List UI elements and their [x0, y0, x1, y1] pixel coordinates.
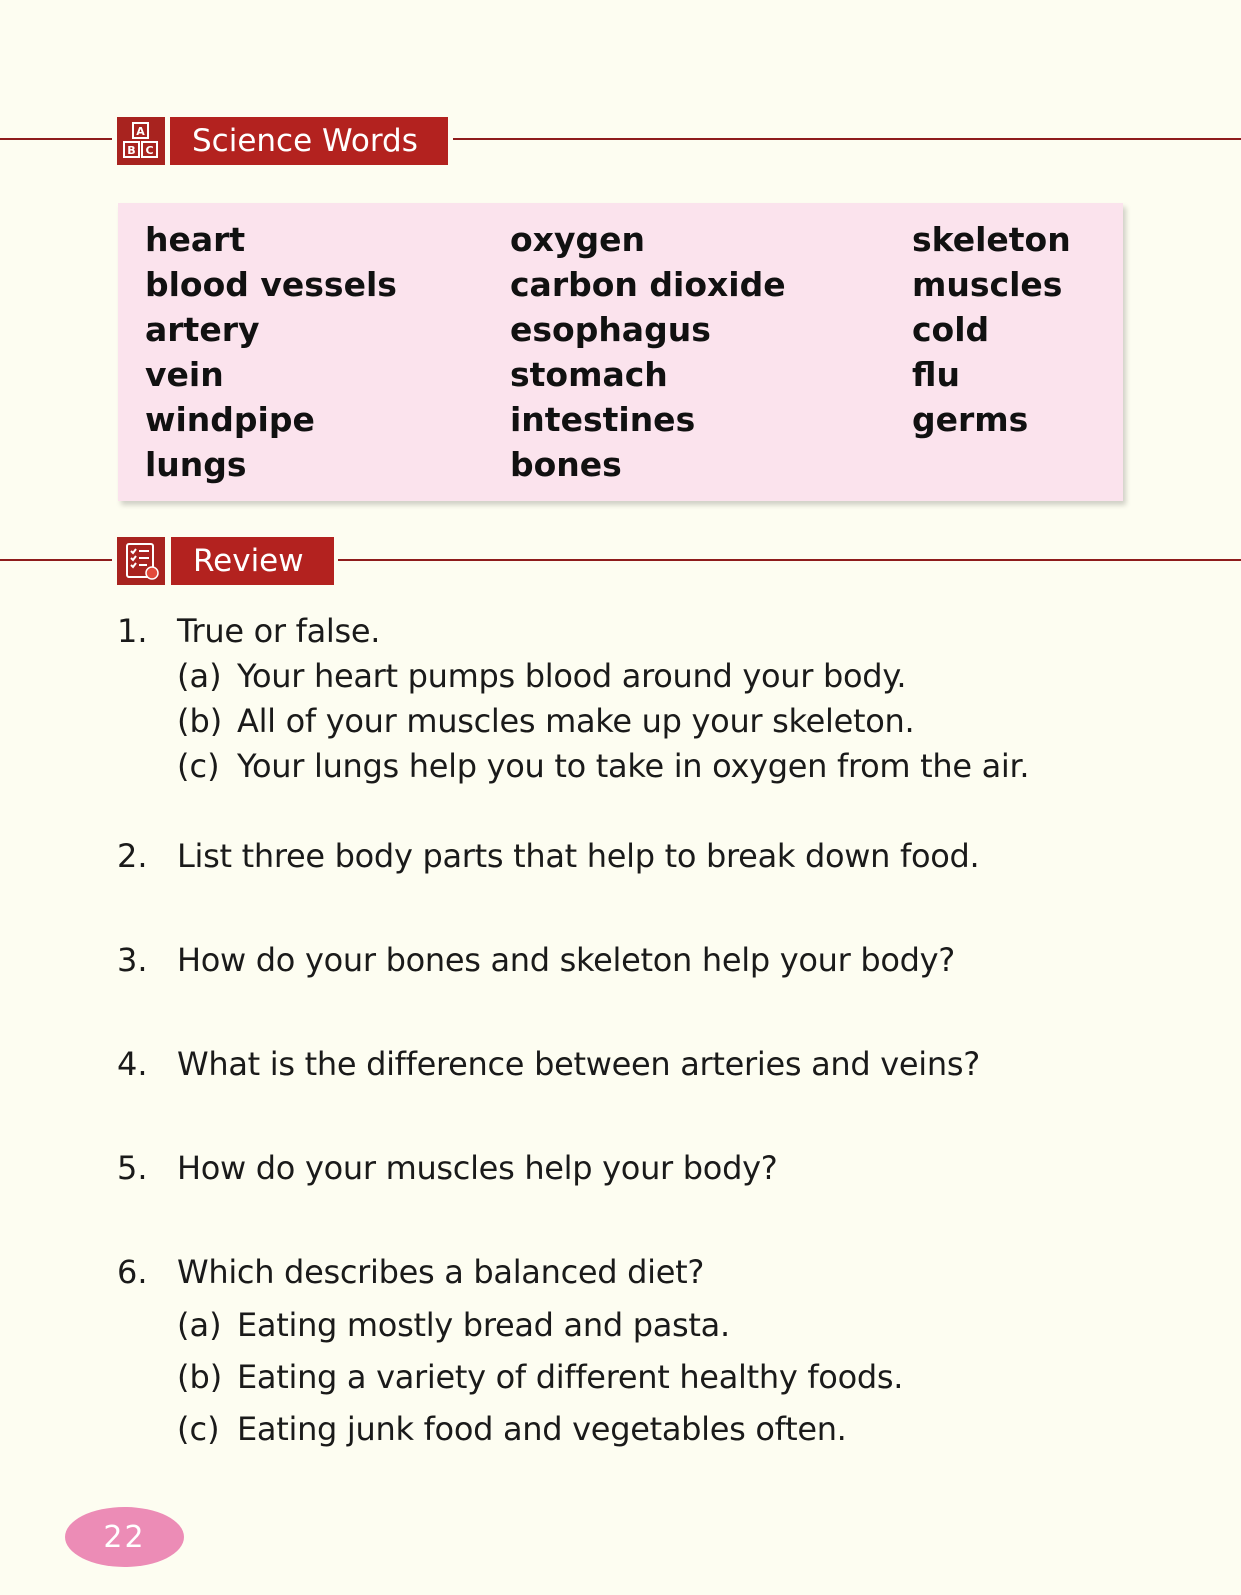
word-item: oxygen [510, 220, 645, 259]
checklist-icon [117, 537, 165, 585]
word-item: carbon dioxide [510, 265, 786, 304]
question-number: 4. [117, 1045, 148, 1083]
word-item: skeleton [912, 220, 1071, 259]
abc-blocks-icon [117, 117, 165, 165]
word-item: muscles [912, 265, 1063, 304]
review-rule-left [0, 559, 112, 561]
question-text: What is the difference between arteries and veins? [177, 1045, 980, 1083]
question-number: 6. [117, 1253, 148, 1291]
question-text: How do your bones and skeleton help your body? [177, 941, 955, 979]
svg-text:A: A [136, 125, 145, 138]
word-item: cold [912, 310, 990, 349]
word-item: bones [510, 445, 622, 484]
option-text: Eating junk food and vegetables often. [237, 1410, 847, 1448]
page-number-badge: 22 [65, 1507, 184, 1567]
option-letter: (b) [177, 1358, 223, 1396]
question-number: 3. [117, 941, 148, 979]
science-words-rule-left [0, 138, 112, 140]
svg-text:B: B [127, 144, 136, 157]
option-text: Your heart pumps blood around your body. [237, 657, 907, 695]
question-text: Which describes a balanced diet? [177, 1253, 705, 1291]
word-item: blood vessels [145, 265, 397, 304]
word-item: esophagus [510, 310, 711, 349]
word-item: stomach [510, 355, 668, 394]
word-item: heart [145, 220, 246, 259]
word-column-1 [145, 217, 397, 487]
question-text: List three body parts that help to break down food. [177, 837, 980, 875]
option-letter: (b) [177, 702, 223, 740]
word-item: artery [145, 310, 260, 349]
option-letter: (c) [177, 1410, 220, 1448]
question-text: How do your muscles help your body? [177, 1149, 778, 1187]
word-item: germs [912, 400, 1029, 439]
word-column-3 [912, 217, 1071, 442]
option-text: Your lungs help you to take in oxygen from the air. [237, 747, 1030, 785]
question-number: 5. [117, 1149, 148, 1187]
word-item: vein [145, 355, 224, 394]
word-item: windpipe [145, 400, 315, 439]
word-item: intestines [510, 400, 696, 439]
science-words-rule-right [453, 138, 1241, 140]
option-text: All of your muscles make up your skeleton. [237, 702, 915, 740]
question-text: True or false. [177, 612, 381, 650]
option-letter: (a) [177, 657, 222, 695]
word-column-2 [510, 217, 786, 487]
review-title: Review [171, 537, 334, 585]
word-item: lungs [145, 445, 247, 484]
question-number: 2. [117, 837, 148, 875]
review-rule-right [338, 559, 1241, 561]
word-item: flu [912, 355, 960, 394]
science-words-title: Science Words [170, 117, 448, 165]
question-number: 1. [117, 612, 148, 650]
option-text: Eating a variety of different healthy foods. [237, 1358, 904, 1396]
option-text: Eating mostly bread and pasta. [237, 1306, 730, 1344]
option-letter: (a) [177, 1306, 222, 1344]
option-letter: (c) [177, 747, 220, 785]
science-words-box [118, 203, 1123, 501]
svg-text:C: C [145, 144, 154, 157]
